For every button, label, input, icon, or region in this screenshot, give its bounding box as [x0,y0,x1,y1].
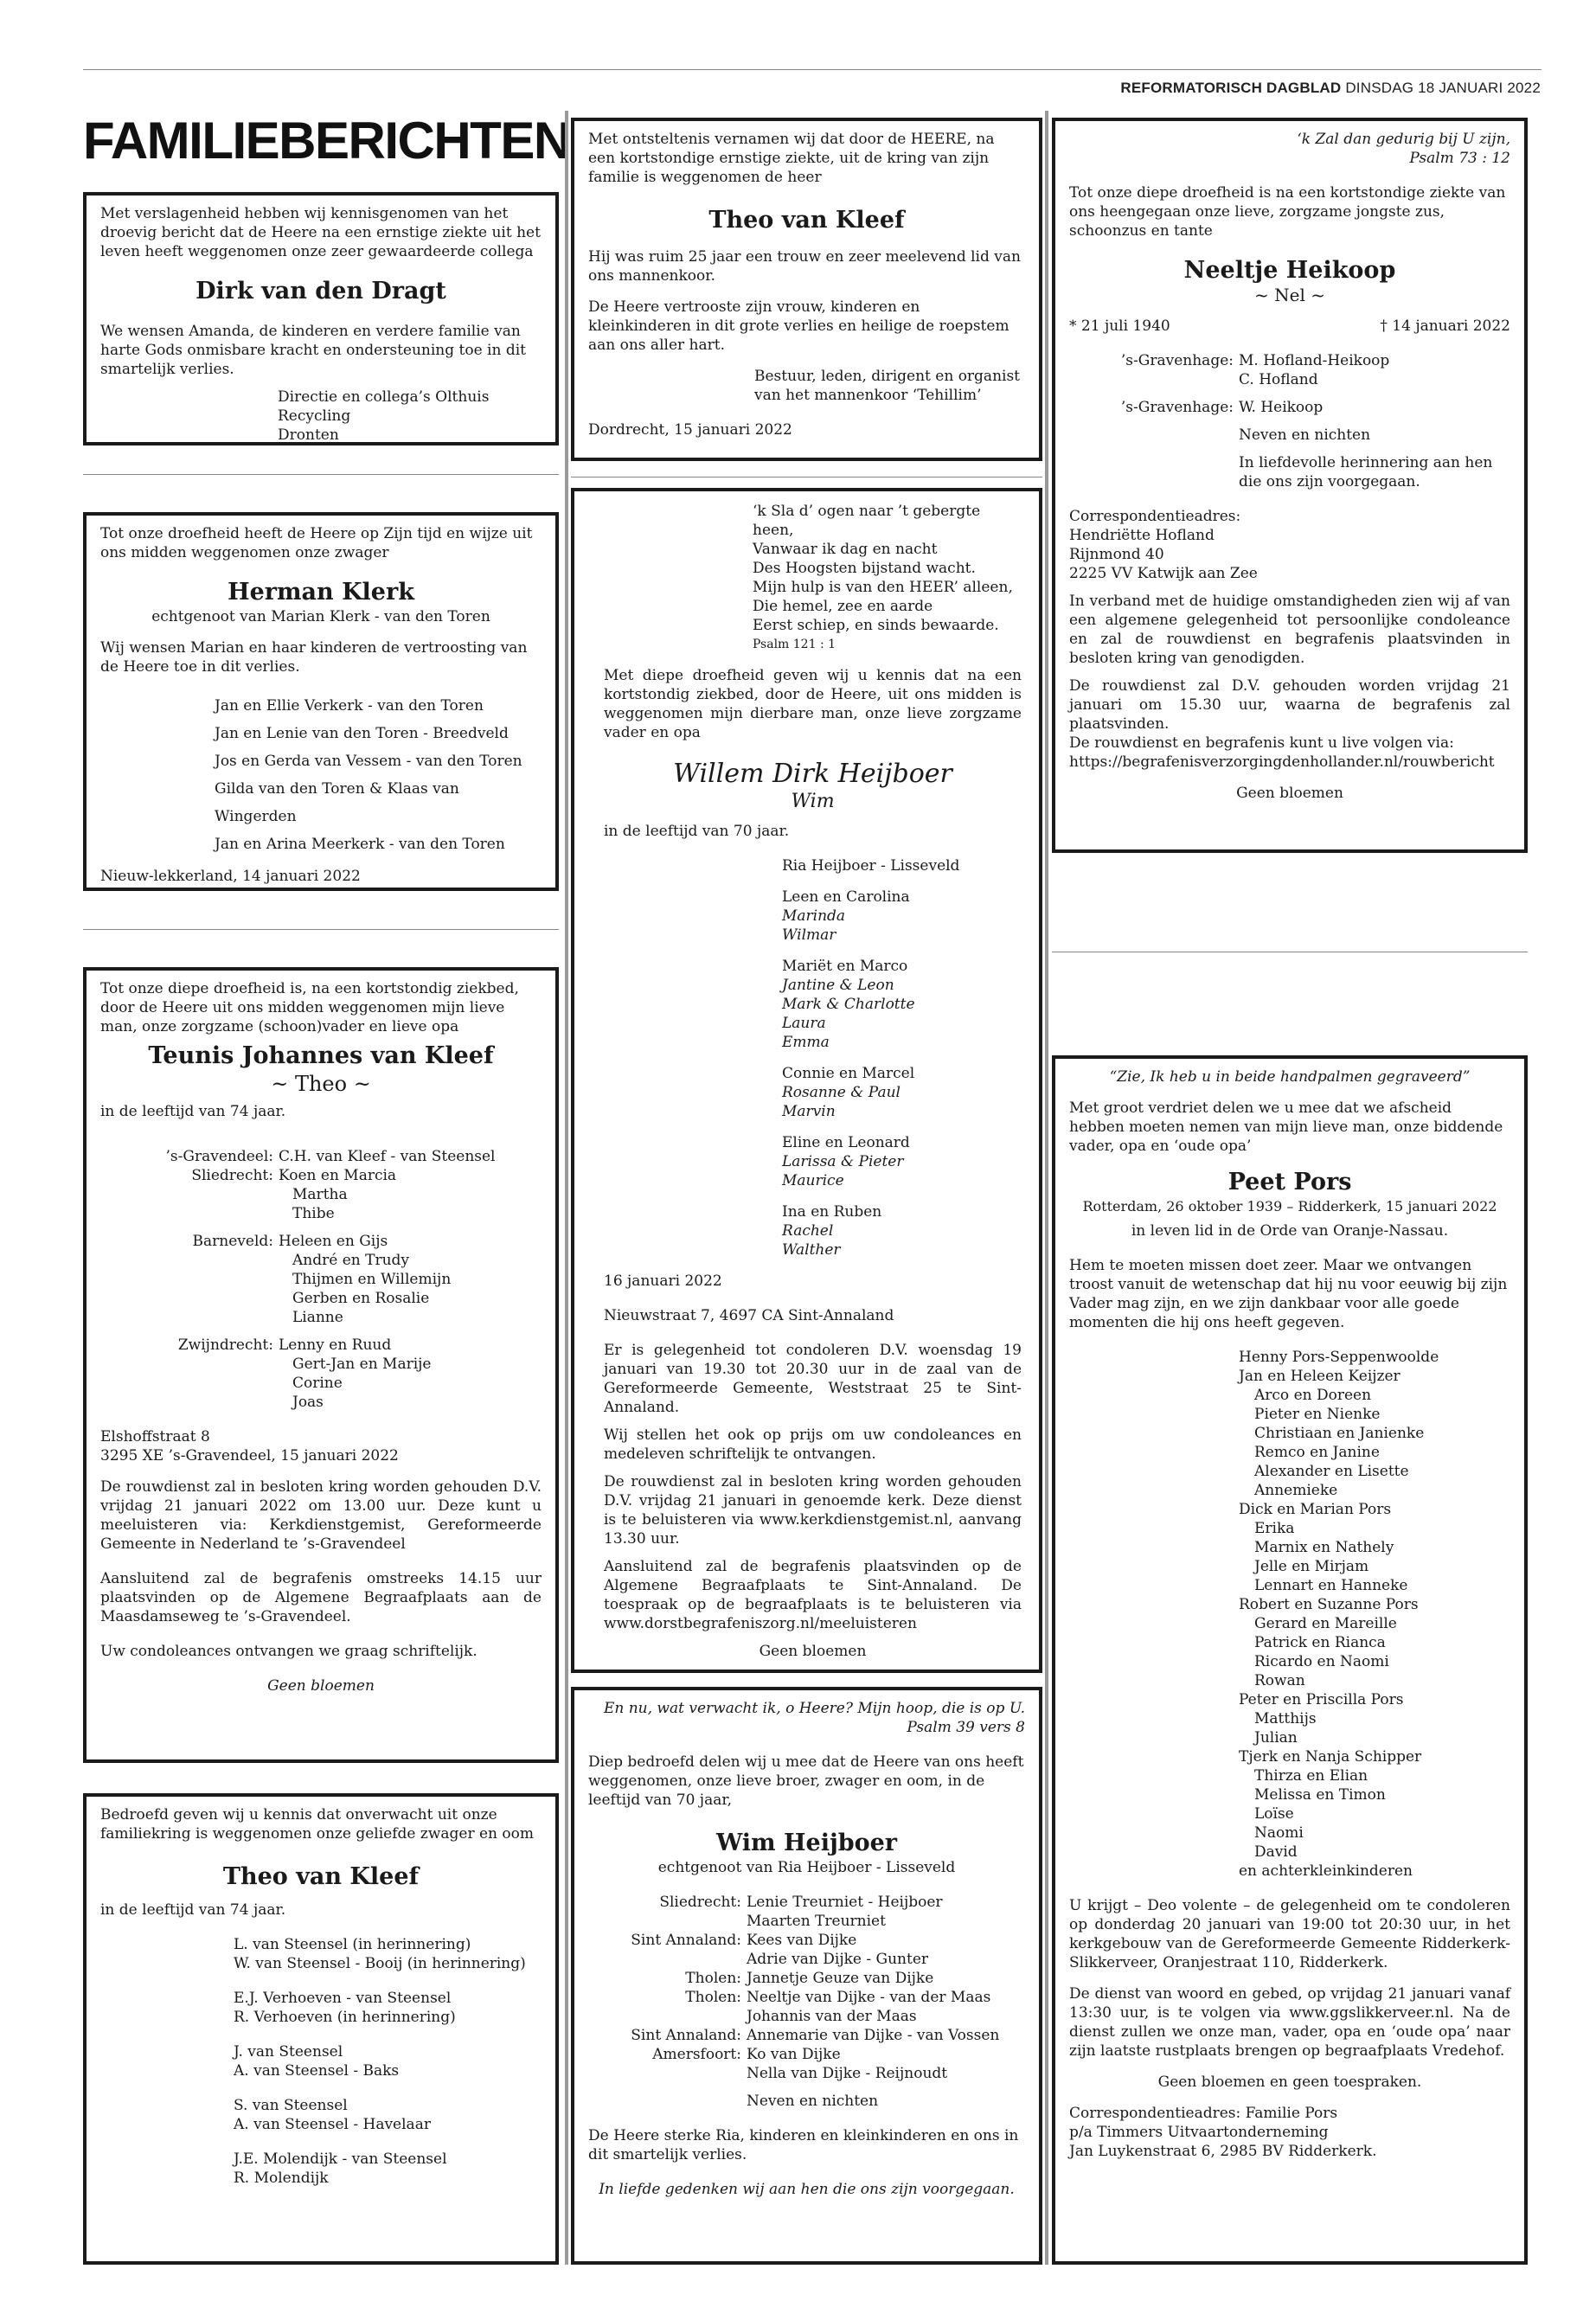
separator [571,477,1042,478]
family-member: J.E. Molendijk - van Steensel [234,2150,447,2168]
no-flowers: Geen bloemen en geen toespraken. [1157,2073,1422,2091]
deceased-name: Willem Dirk Heijboer [673,759,952,789]
family-grid [100,1147,542,1412]
service-info: De rouwdienst zal in besloten kring worden gehouden D.V. vrijdag 21 januari 2022 om 13.00 uur. Deze kunt u meeluisteren via: Kerkdienstgemist, Gereformeerde Gemeente in Nederland te ’s-Gravendeel [100,1478,542,1553]
family-place: Sint Annaland: [631,2027,741,2044]
family-place: Sint Annaland: [631,1932,741,1949]
notice-wim-heijboer [571,1687,1042,2265]
family-member: Nella van Dijke - Reijnoudt [747,2065,948,2082]
written-condolence: Wij stellen het ook op prijs om uw condoleances en medeleven schriftelijk te ontvangen. [604,1426,1022,1463]
grandchild: Patrick en Rianca [1254,1634,1386,1651]
family-member: Thibe [292,1205,335,1222]
family-place: ’s-Gravenhage: [1120,352,1234,369]
grandchild: Arco en Doreen [1254,1387,1372,1404]
family-grid [1069,351,1510,491]
family-member: André en Trudy [292,1252,410,1269]
poem-line: Des Hoogsten bijstand wacht. [753,560,976,577]
grandchild: Christiaan en Janienke [1254,1425,1425,1442]
deceased-name: Herman Klerk [228,579,414,606]
bible-quote: ‘k Zal dan gedurig bij U zijn, [1297,131,1510,148]
grandchild: Marnix en Nathely [1254,1539,1394,1556]
notice-intro: Met ontsteltenis vernamen wij dat door de HEERE, na een kortstondige ernstige ziekte, uit de kring van zijn familie is weggenomen de heer [588,131,995,186]
notice-body: We wensen Amanda, de kinderen en verdere familie van harte Gods onmisbare kracht en ondersteuning toe in dit smartelijk verlies. [100,323,526,378]
burial-info: Aansluitend zal de begrafenis omstreeks 14.15 uur plaatsvinden op de Algemene Begraafplaats aan de Maasdamseweg te ’s-Gravendeel. [100,1570,542,1625]
correspondence-city: 2225 VV Katwijk aan Zee [1069,565,1258,582]
family-member: Jan en Heleen Keijzer [1239,1368,1401,1385]
deceased-name: Neeltje Heikoop [1183,257,1396,284]
poem [604,502,1022,654]
grandchild: Ricardo en Naomi [1254,1653,1389,1670]
grandchild: Melissa en Timon [1254,1786,1386,1804]
family-member: Dick en Marian Pors [1239,1501,1392,1518]
family-member: R. Molendijk [234,2170,329,2187]
nickname: ~ Nel ~ [1254,285,1325,305]
nickname: ~ Theo ~ [271,1072,371,1096]
masthead [1120,80,1541,97]
grandchild: Jelle en Mirjam [1254,1558,1369,1575]
family-place [588,1912,741,1931]
family-member: Jos en Gerda van Vessem - van den Toren [215,753,522,770]
grandchild: Wilmar [782,926,836,944]
grandchild: Marinda [782,907,846,925]
notice-intro: Met verslagenheid hebben wij kennisgenomen van het droevig bericht dat de Heere na een ernstige ziekte uit het leven heeft weggenomen onze zeer gewaardeerde collega [100,205,541,260]
family-place: Tholen: [685,1970,741,1987]
nephews-nieces: Neven en nichten [1239,426,1371,444]
poem-line: Die hemel, zee en aarde [753,598,933,615]
signature-place: Dronten [278,426,339,444]
family-list [100,692,542,858]
grandchild: Rowan [1254,1672,1305,1689]
address: Nieuwstraat 7, 4697 CA Sint-Annaland [604,1307,894,1324]
family-member: Eline en Leonard [782,1134,910,1151]
notice-body: De Heere vertrooste zijn vrouw, kinderen en kleinkinderen in dit grote verlies en heilige de roepstem aan ons aller hart. [588,298,1010,354]
grandchild: Rachel [782,1222,834,1240]
age-line: in de leeftijd van 74 jaar. [100,1103,286,1120]
family-member: Thijmen en Willemijn [292,1271,452,1288]
grandchild: Naomi [1254,1824,1304,1842]
grandchild: Gerard en Mareille [1254,1615,1397,1632]
family-member: C. Hofland [1239,371,1318,388]
family-place: Zwijndrecht: [177,1336,273,1354]
family-list [100,1935,542,2188]
no-flowers: Geen bloemen [1236,785,1343,802]
family-member: Gerben en Rosalie [292,1290,430,1307]
grandchild: Annemieke [1254,1482,1338,1499]
family-member: Martha [292,1186,348,1203]
order-membership: in leven lid in de Orde van Oranje-Nassau. [1131,1222,1449,1240]
grandchild: Walther [782,1241,841,1259]
notice-neeltje-heikoop [1052,118,1528,853]
correspondence-name: Hendriëtte Hofland [1069,527,1215,544]
notice-peet-pors [1052,1055,1528,2265]
notice-theo-van-kleef-family [83,1793,559,2265]
place-date: Nieuw-lekkerland, 14 januari 2022 [100,868,361,885]
deceased-name: Dirk van den Dragt [195,278,446,304]
notice-willem-dirk-heijboer [571,488,1042,1673]
notice-body: Hem te moeten missen doet zeer. Maar we ontvangen troost vanuit de wetenschap dat hij nu voor eeuwig bij zijn Vader mag zijn, en we zijn dankbaar voor alle goede momenten die hij ons heeft gegeven. [1069,1257,1508,1331]
column-divider-2 [1045,111,1048,2265]
family-member: W. Heikoop [1239,399,1324,416]
grandchild: Loïse [1254,1805,1294,1823]
correspondence-street: Rijnmond 40 [1069,546,1164,563]
family-place: ’s-Gravendeel: [165,1148,273,1165]
family-member: Corine [292,1375,343,1392]
family-member: Ina en Ruben [782,1203,882,1221]
notice-intro: Diep bedroefd delen wij u mee dat de Heere van ons heeft weggenomen, onze lieve broer, zwager en oom, in de leeftijd van 70 jaar, [588,1753,1024,1809]
family-member: R. Verhoeven (in herinnering) [234,2009,456,2026]
service-info: De rouwdienst zal D.V. gehouden worden vrijdag 21 januari om 15.30 uur, waarna de begrafenis zal plaatsvinden. [1069,677,1510,733]
grandchild: Thirza en Elian [1254,1767,1368,1785]
service-info: De dienst van woord en gebed, op vrijdag 21 januari vanaf 13:30 uur, is te volgen via www.ggslikkerveer.nl. Na de dienst zullen we onze man, vader, opa en ‘oude opa’ naar zijn laatste rustplaats brengen op begraafplaats Vredehof. [1069,1985,1510,2060]
family-member: Jan en Ellie Verkerk - van den Toren [215,697,484,715]
spouse-line: echtgenoot van Ria Heijboer - Lisseveld [657,1859,956,1876]
family-member: Robert en Suzanne Pors [1239,1596,1419,1613]
family-list [1069,1348,1510,1881]
bible-quote: En nu, wat verwacht ik, o Heere? Mijn hoop, die is op U. [603,1700,1025,1717]
grandchild: Matthijs [1254,1710,1317,1727]
bible-quote: “Zie, Ik heb u in beide handpalmen gegraveerd” [1109,1068,1471,1086]
family-member: A. van Steensel - Havelaar [234,2116,431,2133]
poem-line: Mijn hulp is van den HEER’ alleen, [753,579,1013,596]
family-member: Annemarie van Dijke - van Vossen [747,2027,1000,2044]
family-member: Jan en Arina Meerkerk - van den Toren [215,836,505,853]
no-flowers: Geen bloemen [267,1677,375,1695]
notice-dirk-van-den-dragt [83,192,559,445]
family-member: Leen en Carolina [782,888,910,906]
family-member: Mariët en Marco [782,958,908,975]
issue-date: DINSDAG 18 JANUARI 2022 [1345,80,1541,96]
family-member: A. van Steensel - Baks [234,2062,400,2080]
notice-intro: Met groot verdriet delen we u mee dat we afscheid hebben moeten nemen van mijn lieve man, onze biddende vader, opa en ‘oude opa’ [1069,1099,1503,1155]
deceased-name: Peet Pors [1227,1169,1352,1195]
family-place [588,2064,741,2083]
poem-line: Vanwaar ik dag en nacht [753,541,938,558]
family-list [604,856,1022,1259]
family-member: Adrie van Dijke - Gunter [747,1951,929,1968]
birth-date: * 21 juli 1940 [1069,317,1170,335]
family-member: Peter en Priscilla Pors [1239,1691,1404,1708]
correspondence-line: Jan Luykenstraat 6, 2985 BV Ridderkerk. [1069,2143,1377,2160]
grandchild: Maurice [782,1172,844,1189]
family-member: Kees van Dijke [747,1932,857,1949]
grandchild: Alexander en Lisette [1254,1463,1409,1480]
age-line: in de leeftijd van 74 jaar. [100,1901,286,1919]
notice-intro: Tot onze diepe droefheid is, na een kortstondig ziekbed, door de Heere uit ons midden weggenomen mijn lieve man, onze zorgzame (schoon)vader en lieve opa [100,980,519,1035]
address-city-date: 3295 XE ’s-Gravendeel, 15 januari 2022 [100,1447,399,1465]
family-member: Jannetje Geuze van Dijke [747,1970,934,1987]
family-member: Gert-Jan en Marije [292,1356,432,1373]
signature: van het mannenkoor ‘Tehillim’ [754,387,982,404]
separator [83,474,559,475]
correspondence-label: Correspondentieadres: [1069,508,1241,525]
family-member: Maarten Treurniet [747,1913,886,1930]
condolence-info: Er is gelegenheid tot condoleren D.V. woensdag 19 januari van 19.30 tot 20.30 uur in de zaal van de Gereformeerde Gemeente, Weststraat 25 te Sint-Annaland. [604,1342,1022,1416]
nickname: Wim [791,791,835,812]
family-member: E.J. Verhoeven - van Steensel [234,1990,452,2007]
family-member: Gilda van den Toren & Klaas van Wingerden [215,780,459,825]
top-rule [83,69,1542,70]
notice-body: Wij wensen Marian en haar kinderen de vertroosting van de Heere toe in dit verlies. [100,639,528,676]
family-member: Neeltje van Dijke - van der Maas [747,1989,991,2006]
livestream-info: De rouwdienst en begrafenis kunt u live volgen via: [1069,734,1454,752]
grandchild: Remco en Janine [1254,1444,1380,1461]
family-member: Joas [292,1394,324,1411]
family-member: Ria Heijboer - Lisseveld [782,857,960,875]
notice-herman-klerk [83,512,559,891]
notice-body: Hij was ruim 25 jaar een trouw en zeer meelevend lid van ons mannenkoor. [588,248,1021,285]
grandchild: Jantine & Leon [782,977,894,994]
family-place [588,1950,741,1969]
covid-notice: In verband met de huidige omstandigheden zien wij af van een algemene gelegenheid tot persoonlijke condoleance en zal de rouwdienst en begrafenis plaatsvinden in besloten kring van genodigden. [1069,593,1510,667]
family-member: J. van Steensel [234,2043,343,2061]
grandchild: Julian [1254,1729,1298,1747]
grandchild: Erika [1254,1520,1295,1537]
family-member: Johannis van der Maas [747,2008,917,2025]
spouse-line: echtgenoot van Marian Klerk - van den Toren [151,608,490,625]
family-member: Tjerk en Nanja Schipper [1239,1748,1422,1766]
family-place: Barneveld: [192,1233,273,1250]
family-grid [588,1893,1025,2083]
poem-line: Eerst schiep, en sinds bewaarde. [753,617,999,634]
family-member: Ko van Dijke [747,2046,841,2063]
condolence-info: Uw condoleances ontvangen we graag schriftelijk. [100,1643,478,1660]
family-member: Koen en Marcia [279,1167,397,1184]
life-dates: Rotterdam, 26 oktober 1939 – Ridderkerk, 15 januari 2022 [1082,1198,1497,1215]
family-place [588,2007,741,2026]
deceased-name: Theo van Kleef [708,207,905,234]
notice-body: De Heere sterke Ria, kinderen en kleinkinderen en ons in dit smartelijk verlies. [588,2127,1019,2163]
family-place: ’s-Gravenhage: [1120,399,1234,416]
address-street: Elshoffstraat 8 [100,1428,210,1445]
signature: Bestuur, leden, dirigent en organist [754,368,1021,385]
grandchild: David [1254,1843,1298,1861]
place-date: Dordrecht, 15 januari 2022 [588,421,792,439]
death-date: † 14 januari 2022 [1380,317,1510,335]
psalm-reference: Psalm 73 : 12 [1409,150,1510,167]
grandchild: Lennart en Hanneke [1254,1577,1408,1594]
family-member: Lenie Treurniet - Heijboer [747,1894,943,1911]
memory-line: In liefde gedenken wij aan hen die ons zijn voorgegaan. [599,2181,1015,2198]
family-member: Lianne [292,1309,343,1326]
notice-teunis-johannes-van-kleef [83,967,559,1763]
family-member: en achterkleinkinderen [1239,1862,1413,1880]
notice-date: 16 januari 2022 [604,1272,722,1290]
nephews-nieces: Neven en nichten [747,2093,879,2110]
family-place: Amersfoort: [652,2046,741,2063]
grandchild: Emma [782,1034,830,1051]
deceased-name: Teunis Johannes van Kleef [148,1042,494,1069]
signature: Directie en collega’s Olthuis Recycling [278,388,490,425]
no-flowers: Geen bloemen [759,1643,867,1660]
life-dates [1069,317,1510,336]
grandchild: Laura [782,1015,826,1032]
poem-line: ‘k Sla d’ ogen naar ’t gebergte heen, [753,503,981,539]
family-place: Tholen: [685,1989,741,2006]
family-member: Connie en Marcel [782,1065,915,1082]
grandchild: Larissa & Pieter [782,1153,904,1170]
burial-info: Aansluitend zal de begrafenis plaatsvinden op de Algemene Begraafplaats te Sint-Annaland. De toespraak op de begraafplaats is te beluisteren via www.dorstbegrafeniszorg.nl/meeluisteren [604,1558,1022,1632]
family-member: C.H. van Kleef - van Steensel [279,1148,496,1165]
correspondence-line: p/a Timmers Uitvaartonderneming [1069,2124,1329,2141]
family-member: Henny Pors-Seppenwoolde [1239,1349,1439,1366]
grandchild: Rosanne & Paul [782,1084,901,1101]
age-line: in de leeftijd van 70 jaar. [604,823,790,840]
grandchild: Mark & Charlotte [782,996,915,1013]
deceased-name: Wim Heijboer [715,1830,898,1856]
notice-intro: Tot onze droefheid heeft de Heere op Zijn tijd en wijze uit ons midden weggenomen onze zwager [100,525,533,561]
family-member: L. van Steensel (in herinnering) [234,1936,471,1953]
livestream-url: https://begrafenisverzorgingdenhollander.nl/rouwbericht [1069,753,1495,771]
notice-theo-van-kleef-mannenkoor [571,118,1042,461]
notice-intro: Tot onze diepe droefheid is na een kortstondige ziekte van ons heengegaan onze lieve, zorgzame jongste zus, schoonzus en tante [1069,184,1506,240]
family-member: Jan en Lenie van den Toren - Breedveld [215,725,509,742]
family-member: Lenny en Ruud [279,1336,392,1354]
family-place: Sliedrecht: [659,1894,741,1911]
separator [83,929,559,930]
psalm-reference: Psalm 121 : 1 [753,638,836,651]
deceased-name: Theo van Kleef [222,1863,420,1890]
newspaper-name: REFORMATORISCH DAGBLAD [1120,80,1342,96]
correspondence-line: Correspondentieadres: Familie Pors [1069,2105,1338,2122]
column-divider-1 [565,111,568,2265]
condolence-info: U krijgt – Deo volente – de gelegenheid om te condoleren op donderdag 20 januari van 19:00 tot 20:30 uur, in het kerkgebouw van de Gereformeerde Gemeente Ridderkerk-Slikkerveer, Oranjestraat 110, Ridderkerk. [1069,1897,1510,1971]
grandchild: Marvin [782,1103,836,1120]
memory-line: In liefdevolle herinnering aan hen die ons zijn voorgegaan. [1239,454,1493,490]
family-member: W. van Steensel - Booij (in herinnering) [234,1955,526,1972]
family-member: M. Hofland-Heikoop [1239,352,1390,369]
family-place: Sliedrecht: [191,1167,273,1184]
family-member: Heleen en Gijs [279,1233,388,1250]
psalm-reference: Psalm 39 vers 8 [907,1719,1025,1736]
notice-intro: Met diepe droefheid geven wij u kennis dat na een kortstondig ziekbed, door de Heere, uit ons midden is weggenomen mijn dierbare man, onze lieve zorgzame vader en opa [604,667,1022,741]
family-member: S. van Steensel [234,2097,348,2114]
section-title: FAMILIEBERICHTEN [83,112,570,170]
notice-intro: Bedroefd geven wij u kennis dat onverwacht uit onze familiekring is weggenomen onze geliefde zwager en oom [100,1806,534,1843]
service-info: De rouwdienst zal in besloten kring worden gehouden D.V. vrijdag 21 januari in genoemde kerk. Deze dienst is te beluisteren via www.kerkdienstgemist.nl, aanvang 13.30 uur. [604,1473,1022,1548]
grandchild: Pieter en Nienke [1254,1406,1381,1423]
